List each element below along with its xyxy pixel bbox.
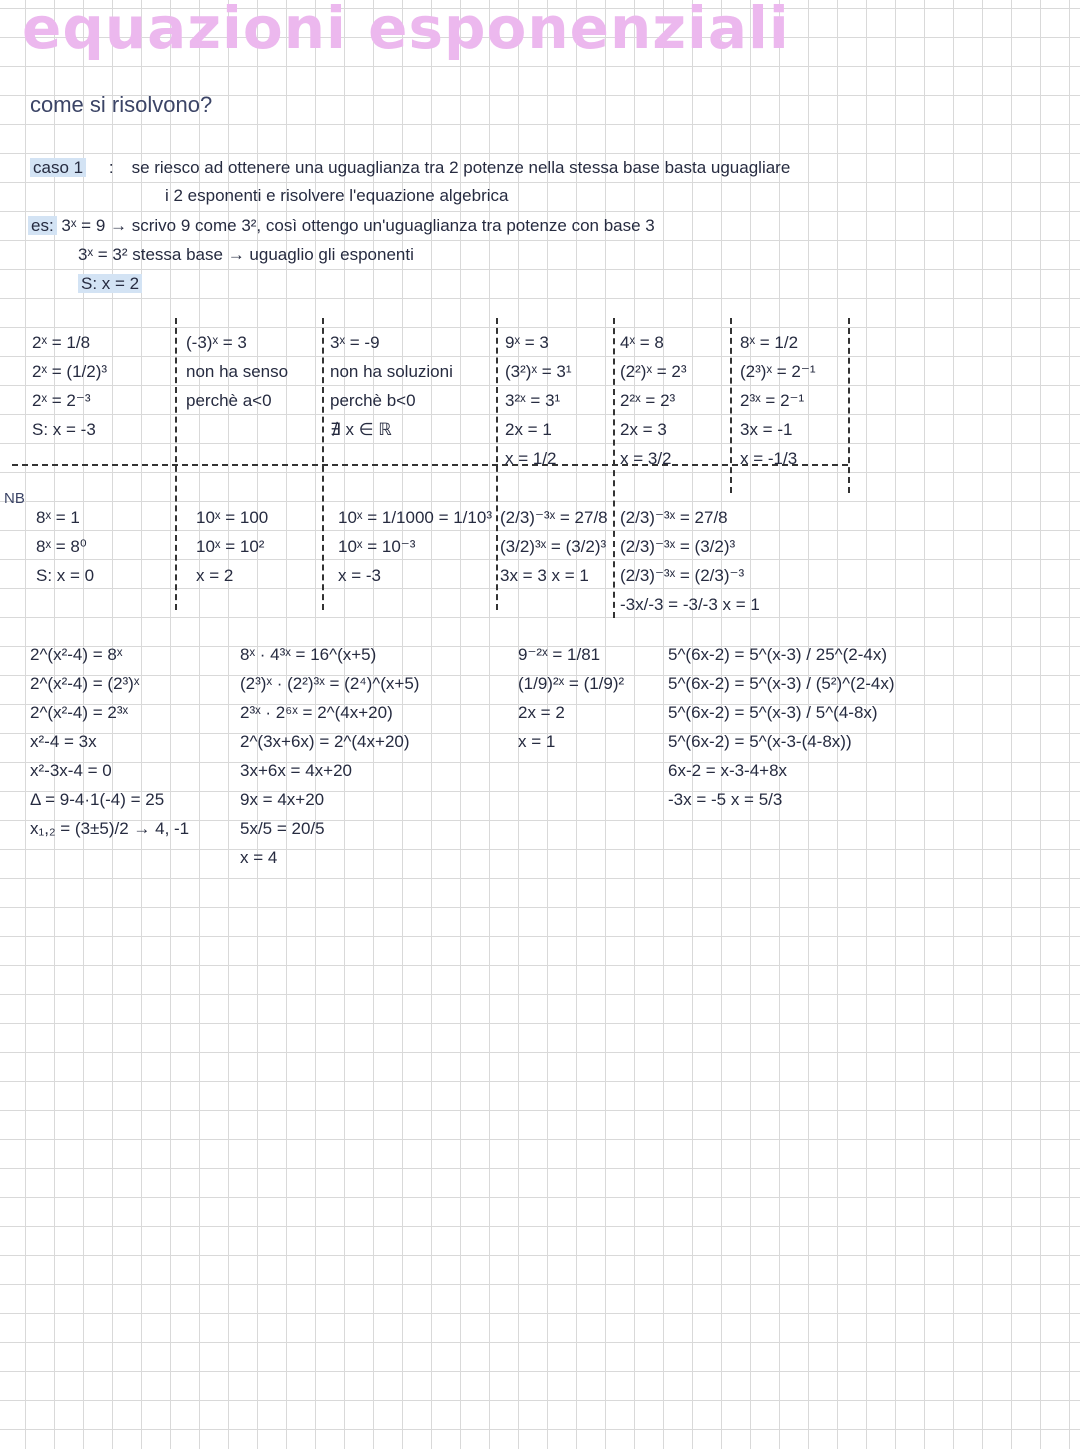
example-solution: S: x = 2 (78, 274, 142, 293)
equation-line: 2x = 3 (620, 420, 667, 439)
equation-line: -3x = -5 x = 5/3 (668, 790, 783, 809)
equation-line: (2/3)⁻³ˣ = (2/3)⁻³ (620, 566, 745, 585)
exercise-cell (338, 503, 492, 590)
equation-line: 2ˣ = 1/8 (32, 333, 91, 352)
equation-line: perchè a<0 (186, 391, 272, 410)
equation-line: 2^(3x+6x) = 2^(4x+20) (240, 732, 410, 751)
equation-line: (3²)ˣ = 3¹ (505, 362, 572, 381)
equation-line: 2^(x²-4) = (2³)ˣ (30, 674, 140, 693)
exercise-cell (36, 503, 94, 590)
equation-line: (2²)ˣ = 2³ (620, 362, 687, 381)
equation-line: 10ˣ = 10⁻³ (338, 537, 416, 556)
example-line-2: 3ˣ = 3² stessa base → uguaglio gli esponenti (78, 245, 414, 264)
equation-line: (2³)ˣ = 2⁻¹ (740, 362, 816, 381)
equation-line: 2^(x²-4) = 8ˣ (30, 645, 123, 664)
equation-line: (2/3)⁻³ˣ = 27/8 (620, 508, 728, 527)
exercise-cell (620, 503, 760, 619)
example-line-1: 3ˣ = 9 → scrivo 9 come 3², così ottengo un'uguaglianza tra potenze con base 3 (61, 216, 655, 235)
equation-line: perchè b<0 (330, 391, 416, 410)
equation-line: 4ˣ = 8 (620, 333, 664, 352)
equation-line: (2/3)⁻³ˣ = (3/2)³ (620, 537, 736, 556)
page-title: equazioni esponenziali (22, 0, 790, 62)
equation-line: non ha senso (186, 362, 289, 381)
subtitle: come si risolvono? (30, 92, 213, 117)
divider (613, 318, 615, 618)
exercise-cell (620, 328, 687, 473)
equation-line: 10ˣ = 10² (196, 537, 265, 556)
equation-line: (1/9)²ˣ = (1/9)² (518, 674, 625, 693)
equation-line: 9ˣ = 3 (505, 333, 549, 352)
equation-line: x = 2 (196, 566, 234, 585)
exercise-cell (186, 328, 288, 415)
equation-line: 3²ˣ = 3¹ (505, 391, 561, 410)
equation-line: x²-4 = 3x (30, 732, 97, 751)
equation-line: x = 3/2 (620, 449, 672, 468)
exercise-cell (32, 328, 107, 444)
equation-line: x = 4 (240, 848, 278, 867)
exercise-block (240, 640, 419, 872)
exercise-cell (500, 503, 608, 590)
equation-line: 10ˣ = 1/1000 = 1/10³ (338, 508, 492, 527)
equation-line: x = -3 (338, 566, 381, 585)
equation-line: x₁,₂ = (3±5)/2 → 4, -1 (30, 819, 190, 838)
equation-line: (-3)ˣ = 3 (186, 333, 247, 352)
equation-line: S: x = 0 (36, 566, 95, 585)
equation-line: 2³ˣ · 2⁶ˣ = 2^(4x+20) (240, 703, 393, 722)
case-text-1: se riesco ad ottenere una uguaglianza tra 2 potenze nella stessa base basta uguagliare (131, 158, 791, 177)
equation-line: 3x = 3 x = 1 (500, 566, 589, 585)
equation-line: x²-3x-4 = 0 (30, 761, 112, 780)
equation-line: 8ˣ = 1/2 (740, 333, 799, 352)
equation-line: 2^(x²-4) = 2³ˣ (30, 703, 129, 722)
equation-line: 9⁻²ˣ = 1/81 (518, 645, 601, 664)
equation-line: 5^(6x-2) = 5^(x-3) / (5²)^(2-4x) (668, 674, 895, 693)
equation-line: 3x+6x = 4x+20 (240, 761, 353, 780)
equation-line: 5^(6x-2) = 5^(x-3-(4-8x)) (668, 732, 852, 751)
equation-line: 9x = 4x+20 (240, 790, 325, 809)
nb-label: NB (4, 490, 25, 507)
exercise-block (668, 640, 895, 814)
equation-line: x = 1/2 (505, 449, 557, 468)
equation-line: 5x/5 = 20/5 (240, 819, 325, 838)
equation-line: 2ˣ = (1/2)³ (32, 362, 108, 381)
exercise-block (30, 640, 189, 843)
exercise-cell (330, 328, 453, 444)
case-text-2: i 2 esponenti e risolvere l'equazione algebrica (165, 186, 509, 205)
exercise-cell (196, 503, 268, 590)
exercise-cell (740, 328, 815, 473)
equation-line: 2²ˣ = 2³ (620, 391, 676, 410)
exercise-cell (505, 328, 572, 473)
equation-line: x = 1 (518, 732, 556, 751)
equation-line: Δ = 9-4·1(-4) = 25 (30, 790, 165, 809)
divider (848, 318, 850, 493)
equation-line: (2/3)⁻³ˣ = 27/8 (500, 508, 608, 527)
case-label: caso 1 (30, 158, 86, 177)
equation-line: 6x-2 = x-3-4+8x (668, 761, 788, 780)
equation-line: (2³)ˣ · (2²)³ˣ = (2⁴)^(x+5) (240, 674, 420, 693)
equation-line: x = -1/3 (740, 449, 798, 468)
equation-line: non ha soluzioni (330, 362, 453, 381)
equation-line: 8ˣ = 8⁰ (36, 537, 87, 556)
equation-line: ∄ x ∈ ℝ (330, 420, 392, 439)
equation-line: 5^(6x-2) = 5^(x-3) / 25^(2-4x) (668, 645, 888, 664)
equation-line: 2ˣ = 2⁻³ (32, 391, 91, 410)
equation-line: 5^(6x-2) = 5^(x-3) / 5^(4-8x) (668, 703, 878, 722)
equation-line: 2x = 1 (505, 420, 552, 439)
equation-line: 10ˣ = 100 (196, 508, 269, 527)
equation-line: 3x = -1 (740, 420, 793, 439)
equation-line: 3ˣ = -9 (330, 333, 380, 352)
equation-line: S: x = -3 (32, 420, 96, 439)
colon: : (108, 158, 114, 177)
example-label: es: (28, 216, 57, 235)
equation-line: 8ˣ = 1 (36, 508, 80, 527)
exercise-block (518, 640, 624, 756)
divider (730, 318, 732, 493)
equation-line: 8ˣ · 4³ˣ = 16^(x+5) (240, 645, 377, 664)
divider (12, 464, 848, 466)
equation-line: 2³ˣ = 2⁻¹ (740, 391, 805, 410)
equation-line: (3/2)³ˣ = (3/2)³ (500, 537, 607, 556)
equation-line: -3x/-3 = -3/-3 x = 1 (620, 595, 760, 614)
equation-line: 2x = 2 (518, 703, 565, 722)
